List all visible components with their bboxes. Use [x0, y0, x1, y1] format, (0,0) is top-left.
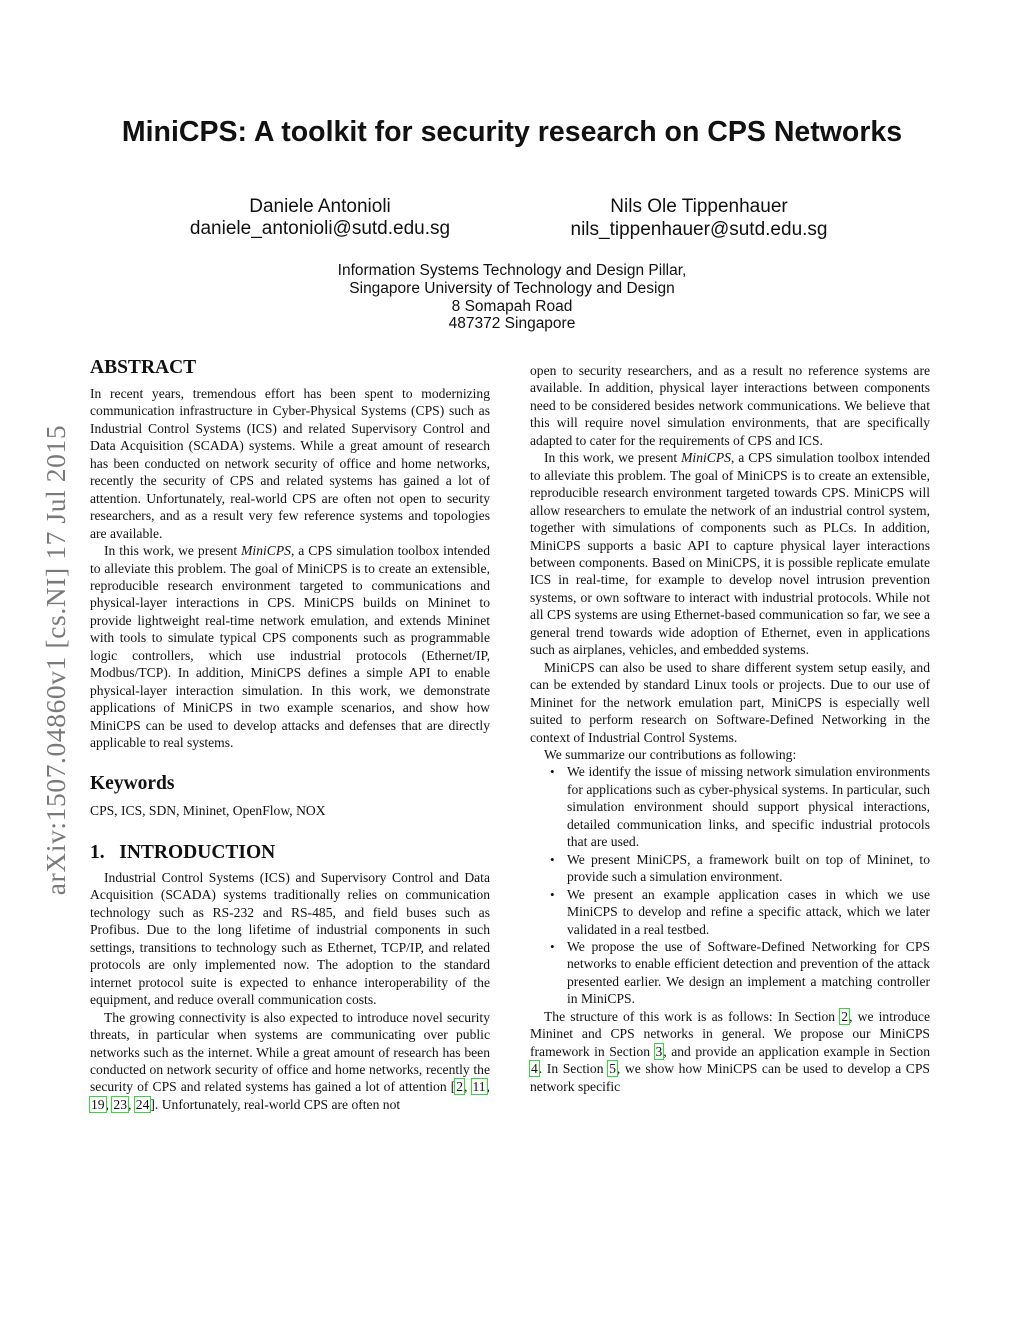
intro-paragraph: MiniCPS can also be used to share different system setup easily, and can be extended by standard Linux tools or projects. Due to our use of Mininet for the network emulation part, MiniCPS is especially well suited to perform research on Software-Defined Networking in the context of Industrial Control Systems. [530, 659, 930, 745]
author-email: nils_tippenhauer@sutd.edu.sg [570, 219, 828, 240]
list-item [550, 886, 930, 938]
text-run: , and provide an application example in Section [663, 1043, 930, 1059]
abstract-paragraph [90, 542, 490, 751]
citation-link[interactable]: 11 [472, 1079, 486, 1095]
paper-title: MiniCPS: A toolkit for security research on CPS Networks [121, 116, 903, 148]
left-column [90, 356, 490, 1113]
intro-paragraph: We summarize our contributions as following: [544, 746, 797, 762]
emphasis: MiniCPS [681, 450, 731, 466]
intro-paragraph [530, 449, 930, 658]
bullet-icon: • [550, 851, 555, 867]
section-link[interactable]: 2 [841, 1008, 849, 1024]
citation-link[interactable]: 24 [135, 1096, 150, 1112]
citation-link[interactable]: 19 [91, 1096, 105, 1112]
introduction-heading: 1. INTRODUCTION [90, 841, 276, 863]
contributions-list [530, 763, 930, 1007]
affiliation-line: 487372 Singapore [448, 315, 576, 333]
text-run: , we introduce Mininet and CPS networks in general. We propose our MiniCPS framework in Section [530, 1008, 930, 1059]
intro-paragraph [530, 1008, 930, 1095]
intro-paragraph: Industrial Control Systems (ICS) and Supervisory Control and Data Acquisition (SCADA) systems traditionally relies on communication technology such as RS-232 and RS-485, and field buses such as Profibus. Due to the long lifetime of industrial components in such settings, transitions to technology such as Ethernet, TCP/IP, and related protocols are only implemented now. The adoption to the standard internet protocol suite is expected to enhance interoperability of the equipment, and reduce overall communication costs. [90, 869, 490, 1008]
author-name: Nils Ole Tippenhauer [610, 196, 788, 217]
section-link[interactable]: 5 [609, 1061, 616, 1077]
keywords-heading: Keywords [90, 772, 175, 794]
text-run: In this work, we present [544, 450, 682, 466]
bullet-icon: • [550, 764, 555, 780]
text-run: , [464, 1079, 472, 1095]
text-run: In this work, we present [104, 543, 242, 559]
text-run: , [127, 1096, 135, 1112]
emphasis: MiniCPS [241, 543, 291, 559]
affiliation-line: 8 Somapah Road [451, 297, 573, 315]
abstract-paragraph: In recent years, tremendous effort has been spent to modernizing communication infrastructure in Cyber-Physical Systems (CPS) such as Industrial Control Systems (ICS) and related Supervisory Control and Data Acquisition (SCADA) systems. While a great amount of research has been conducted on network security of office and home networks, recently the security of CPS and related systems has gained a lot of attention. Unfortunately, real-world CPS are often not open to security researchers, and as a result very few reference systems and topologies are available. [90, 386, 490, 541]
text-run: , a CPS simulation toolbox intended to alleviate this problem. The goal of MiniCPS is to create an extensible, reproducible research environment targeted towards CPS. MiniCPS will allow researchers to emulate the network of an industrial control system, together with simulations of components such as PLCs. In addition, MiniCPS supports a basic API to capture physical layer interactions between components. Based on MiniCPS, it is possible replicate emulate ICS in real-time, for example to develop novel intrusion prevention systems, or own software to interact with industrial protocols. While not all CPS systems are using Ethernet-based communication so far, we see a general trend towards wide adoption of Ethernet, even in applications such as airplanes, vehicles, and embedded systems. [530, 450, 930, 658]
list-item [550, 938, 930, 1008]
section-link[interactable]: 3 [655, 1043, 663, 1059]
affiliation-line: Singapore University of Technology and Design [349, 279, 675, 297]
author-block-2 [540, 196, 858, 241]
intro-paragraph: open to security researchers, and as a result no reference systems are available. In addition, physical layer interactions between components need to be considered besides network communications. We believe that this will require novel simulation environments, that are specifically adapted to cater for the requirements of CPS and ICS. [530, 363, 930, 448]
author-block-1 [160, 196, 480, 240]
intro-paragraph [90, 1009, 490, 1114]
bullet-icon: • [550, 938, 555, 954]
text-run: The structure of this work is as follows: In Section [544, 1008, 841, 1024]
author-name: Daniele Antonioli [249, 196, 391, 217]
right-column [530, 362, 930, 1095]
citation-link[interactable]: 2 [456, 1079, 464, 1095]
citation-link[interactable]: 23 [113, 1096, 127, 1112]
arxiv-identifier-stamp: arXiv:1507.04860v1 [cs.NI] 17 Jul 2015 [40, 424, 71, 896]
list-item-text: We propose the use of Software-Defined Networking for CPS networks to enable efficient detection and prevention of the attack presented earlier. We design an implement a matching controller in MiniCPS. [567, 938, 930, 1007]
list-item-text: We present MiniCPS, a framework built on top of Mininet, to provide such a simulation environment. [567, 851, 930, 885]
affiliation [262, 262, 762, 333]
bullet-icon: • [550, 886, 555, 902]
keywords-text: CPS, ICS, SDN, Mininet, OpenFlow, NOX [90, 802, 326, 818]
list-item [550, 851, 930, 886]
text-run: ]. Unfortunately, real-world CPS are often not [150, 1096, 401, 1112]
text-run: . In Section [538, 1061, 609, 1077]
text-run: , we show how MiniCPS can be used to develop a CPS network specific [530, 1061, 930, 1094]
text-run: , [105, 1096, 113, 1112]
text-run: The growing connectivity is also expected to introduce novel security threats, in particular when systems are communicating over public networks such as the internet. While a great amount of research has been conducted on network security of office and home networks, recently the security of CPS and related systems has gained a lot of attention [ [90, 1009, 490, 1095]
list-item-text: We present an example application cases in which we use MiniCPS to develop and refine a specific attack, which we later validated in a real testbed. [567, 886, 930, 937]
list-item [550, 763, 930, 850]
text-run: , a CPS simulation toolbox intended to alleviate this problem. The goal of MiniCPS is to create an extensible, reproducible research environment targeted to communications and physical-layer interactions in CPS. MiniCPS builds on Mininet to provide lightweight real-time network emulation, and extends Mininet with tools to simulate typical CPS components such as programmable logic controllers, which use industrial protocols (Ethernet/IP, Modbus/TCP). In addition, MiniCPS defines a simple API to enable physical-layer interaction simulation. In this work, we demonstrate applications of MiniCPS in two example scenarios, and show how MiniCPS can be used to develop attacks and defenses that are directly applicable to real systems. [90, 543, 490, 751]
abstract-heading: ABSTRACT [90, 357, 197, 378]
list-item-text: We identify the issue of missing network simulation environments for applications such as cyber-physical systems. In particular, such simulation environment should support physical interactions, detailed communication links, and specific industrial protocols that are used. [567, 764, 930, 850]
section-link[interactable]: 4 [531, 1061, 538, 1077]
author-email: daniele_antonioli@sutd.edu.sg [189, 218, 451, 239]
text-run: , [486, 1079, 491, 1095]
affiliation-line: Information Systems Technology and Design Pillar, [337, 262, 687, 279]
